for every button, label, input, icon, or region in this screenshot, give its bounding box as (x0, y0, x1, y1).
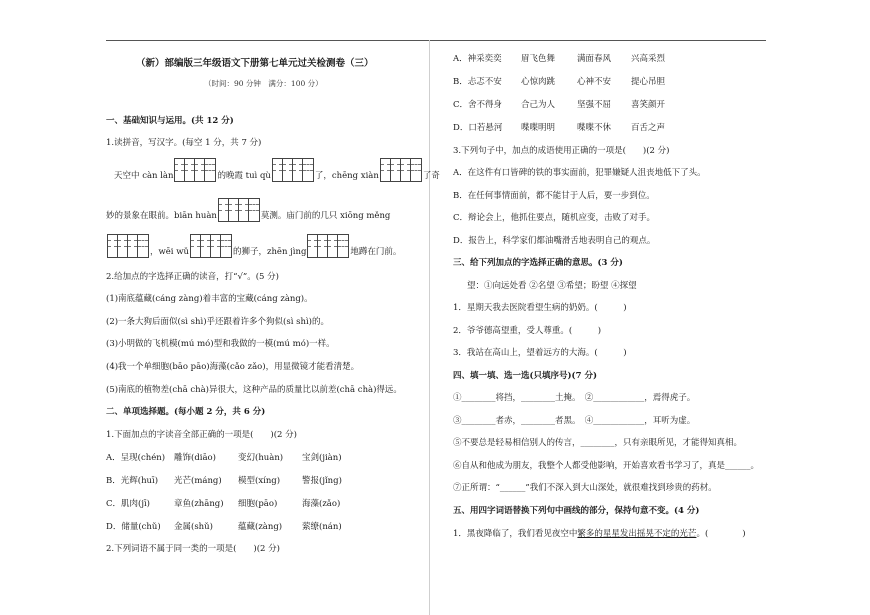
pinyin-text: 的晚霞 tuì qù (217, 171, 271, 181)
option-word: 警报(jǐng) (302, 476, 342, 486)
option-word: A．神采奕奕 (453, 54, 502, 64)
section5-heading: 五、用四字词语替换下列句中画线的部分，保持句意不变。(4 分) (453, 506, 700, 516)
write-box[interactable] (272, 158, 314, 182)
option-word: B．忐忑不安 (453, 77, 502, 87)
option-word: 满面春风 (577, 54, 612, 64)
s2-q1-stem: 1.下面加点的字读音全部正确的一项是( )(2 分) (106, 430, 297, 440)
option-word: 细胞(pāo) (238, 499, 278, 509)
pinyin-row-3 (106, 234, 401, 258)
pinyin-row-1 (114, 158, 440, 182)
pinyin-text: 的狮子，zhēn jìng (232, 247, 307, 257)
option-word: 雕饰(diāo) (174, 453, 216, 463)
option-word: 提心吊胆 (631, 77, 666, 87)
section1-heading: 一、基础知识与运用。(共 12 分) (106, 116, 234, 126)
q2-item: (4)我一个单细胞(bāo pāo)海藻(cǎo zǎo)，用显微镜才能看清楚。 (106, 362, 360, 372)
write-box[interactable] (190, 234, 232, 258)
s3-meanings: 望：①向远处看 ②名望 ③希望；盼望 ④探望 (467, 281, 637, 291)
s3-item: 2．爷爷德高望重，受人尊重。( ) (453, 326, 602, 336)
option-word: 心神不安 (577, 77, 612, 87)
q2-item: (5)南底的植物差(chā chà)异很大，这种产品的质量比以前差(chā chà)得远。 (106, 385, 402, 395)
write-box[interactable] (107, 234, 149, 258)
s4-item: ③________者赤，________者黑。 ④____________，耳听为虚。 (453, 416, 696, 426)
option-word: C．肌肉(jī) (106, 499, 150, 509)
s5-underlined-text: 繁多的星星发出摇晃不定的光芒 (577, 529, 697, 539)
option-word: 眉飞色舞 (521, 54, 556, 64)
q2-item: (3)小明做的飞机模(mú mó)型和我做的一模(mú mó)一样。 (106, 339, 335, 349)
option-word: 喋喋不休 (577, 123, 612, 133)
option-word: 蕴藏(zàng) (238, 522, 283, 532)
option-word: D．储量(chǔ) (106, 522, 161, 532)
write-box[interactable] (380, 158, 422, 182)
s4-item: ⑦正所谓：“______”我们不深入到大山深处，就很难找到珍贵的药材。 (453, 483, 717, 493)
pinyin-text: ，wēi wǔ (150, 247, 189, 257)
write-box[interactable] (174, 158, 216, 182)
s2-q3-option-c[interactable]: C．辩论会上，他抓住要点，随机应变，击败了对手。 (453, 213, 656, 223)
s5-item (453, 529, 746, 540)
pinyin-row-2 (106, 198, 390, 222)
option-word: 海藻(zǎo) (302, 499, 341, 509)
option-word: 萦缭(nán) (302, 522, 342, 532)
q2-stem: 2.给加点的字选择正确的读音，打“√”。(5 分) (106, 272, 279, 282)
section2-heading: 二、单项选择题。(每小题 2 分，共 6 分) (106, 407, 266, 417)
option-word: 章鱼(zhāng) (174, 499, 224, 509)
s2-q3-stem: 3.下列句子中，加点的成语使用正确的一项是( )(2 分) (453, 146, 670, 156)
option-word: C．舍不得身 (453, 100, 503, 110)
option-word: 金属(shǔ) (174, 522, 213, 532)
s5-item-text: 1．黑夜降临了，我们看见夜空中 (453, 529, 578, 539)
pinyin-text: 妙的景象在眼前。biān huàn (106, 211, 217, 221)
s3-item: 3．我站在高山上，望着远方的大海。( ) (453, 348, 627, 358)
option-word: B．光辉(huī) (106, 476, 159, 486)
write-box[interactable] (307, 234, 349, 258)
q1-stem: 1.读拼音，写汉字。(每空 1 分，共 7 分) (106, 138, 262, 148)
q2-item: (1)南底蕴藏(cáng zàng)着丰富的宝藏(cáng zàng)。 (106, 294, 313, 304)
option-word: A．呈现(chén) (106, 453, 166, 463)
s2-q2-stem: 2.下列词语不属于同一类的一项是( )(2 分) (106, 544, 280, 554)
s4-item: ⑥自从和他成为朋友，我整个人都受他影响，开始喜欢看书学习了，真是______。 (453, 461, 760, 471)
pinyin-text: 天空中 càn làn (114, 171, 174, 181)
pinyin-text: 莫测。庙门前的几只 xiōng měng (260, 211, 391, 221)
s5-item-text: 。( ) (696, 529, 746, 539)
option-word: 合己为人 (521, 100, 556, 110)
page-title: （新）部编版三年级语文下册第七单元过关检测卷（三） (136, 58, 374, 69)
s2-q3-option-d[interactable]: D．报告上，科学家们都油嘴滑舌地表明自己的观点。 (453, 236, 656, 246)
write-box[interactable] (218, 198, 260, 222)
section3-heading: 三、给下列加点的字选择正确的意思。(3 分) (453, 258, 623, 268)
option-word: 光芒(máng) (174, 476, 222, 486)
option-word: 宝剑(jiàn) (302, 453, 342, 463)
pinyin-text: 地蹲在门前。 (350, 247, 402, 257)
option-word: 模型(xíng) (238, 476, 281, 486)
s2-q3-option-a[interactable]: A．在这件有口皆碑的铁的事实面前，犯罪嫌疑人沮丧地低下了头。 (453, 168, 706, 178)
option-word: 兴高采烈 (631, 54, 666, 64)
option-word: 百舌之声 (631, 123, 666, 133)
q2-item: (2)一条大狗后面似(sì shì)乎还跟着许多个狗似(sì shì)的。 (106, 317, 329, 327)
s4-item: ①________将挡，________土掩。 ②____________，焉得虎子。 (453, 393, 696, 403)
top-rule (106, 40, 766, 41)
page-subtitle: （时间：90 分钟 满分：100 分） (204, 79, 323, 88)
option-word: 心惊肉跳 (521, 77, 556, 87)
option-word: D．口若悬河 (453, 123, 503, 133)
option-word: 喋喋明明 (521, 123, 556, 133)
s2-q3-option-b[interactable]: B．在任何事情面前，都不能甘于人后，要一步到位。 (453, 191, 655, 201)
section4-heading: 四、填一填、选一选(只填序号)(7 分) (453, 371, 597, 381)
option-word: 喜笑颜开 (631, 100, 666, 110)
column-divider (429, 40, 430, 615)
s4-item: ⑤不要总是轻易相信别人的传言，________，只有亲眼所见，才能得知真相。 (453, 438, 743, 448)
option-word: 变幻(huàn) (238, 453, 284, 463)
pinyin-text: 了奇 (422, 171, 440, 181)
pinyin-text: 了，chēng xiàn (314, 171, 379, 181)
s3-item: 1．星期天我去医院看望生病的奶奶。( ) (453, 303, 627, 313)
option-word: 坚强不屈 (577, 100, 612, 110)
